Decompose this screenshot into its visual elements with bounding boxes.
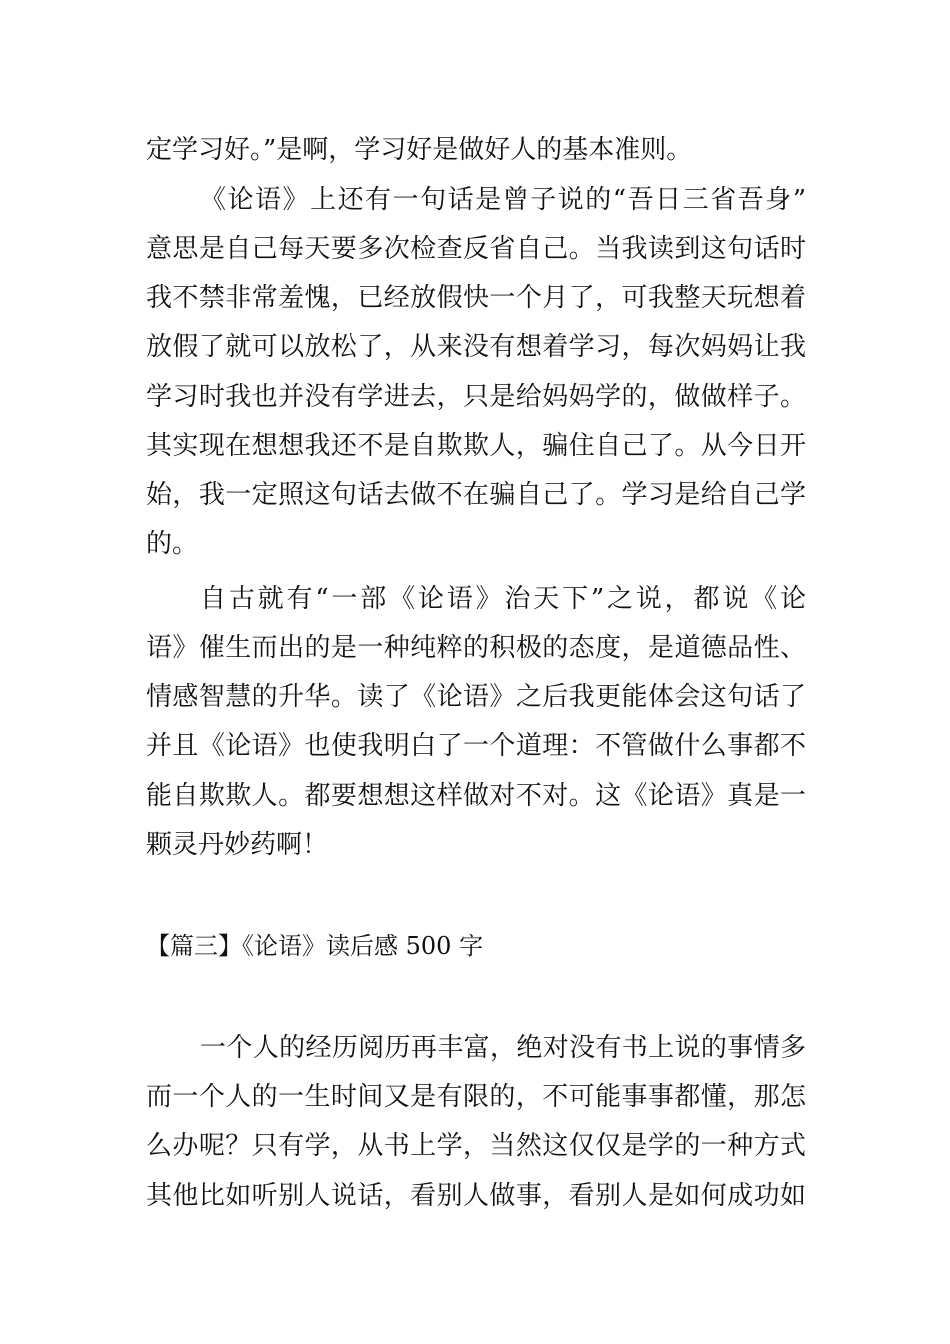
paragraph-line: 语》催生而出的是一种纯粹的积极的态度，是道德品性、: [146, 633, 806, 663]
paragraph-line: 《论语》上还有一句话是曾子说的“吾日三省吾身”: [200, 185, 806, 215]
paragraph-line: 其实现在想想我还不是自欺欺人，骗住自己了。从今日开: [146, 431, 806, 461]
paragraph-line: 自古就有“一部《论语》治天下”之说，都说《论: [200, 584, 806, 614]
paragraph-line: 颗灵丹妙药啊！: [146, 830, 329, 860]
paragraph-line: 其他比如听别人说话，看别人做事，看别人是如何成功如: [146, 1181, 806, 1211]
paragraph-line: 意思是自己每天要多次检查反省自己。当我读到这句话时: [146, 234, 806, 264]
paragraph-line: 的。: [146, 529, 199, 559]
paragraph-line: 一个人的经历阅历再丰富，绝对没有书上说的事情多: [200, 1033, 806, 1063]
paragraph-line: 么办呢？只有学，从书上学，当然这仅仅是学的一种方式: [146, 1131, 806, 1161]
paragraph-line: 我不禁非常羞愧，已经放假快一个月了，可我整天玩想着: [146, 283, 806, 313]
paragraph-line: 并且《论语》也使我明白了一个道理：不管做什么事都不: [146, 731, 806, 761]
paragraph-line: 定学习好。”是啊，学习好是做好人的基本准则。: [146, 135, 693, 165]
paragraph-line: 而一个人的一生时间又是有限的，不可能事事都懂，那怎: [146, 1082, 806, 1112]
paragraph-line: 始，我一定照这句话去做不在骗自己了。学习是给自己学: [146, 480, 806, 510]
section-heading: 【篇三】《论语》读后感 500 字: [146, 932, 484, 960]
paragraph-line: 情感智慧的升华。读了《论语》之后我更能体会这句话了: [146, 682, 806, 712]
paragraph-line: 能自欺欺人。都要想想这样做对不对。这《论语》真是一: [146, 781, 806, 811]
paragraph-line: 放假了就可以放松了，从来没有想着学习，每次妈妈让我: [146, 332, 806, 362]
paragraph-line: 学习时我也并没有学进去，只是给妈妈学的，做做样子。: [146, 382, 806, 412]
